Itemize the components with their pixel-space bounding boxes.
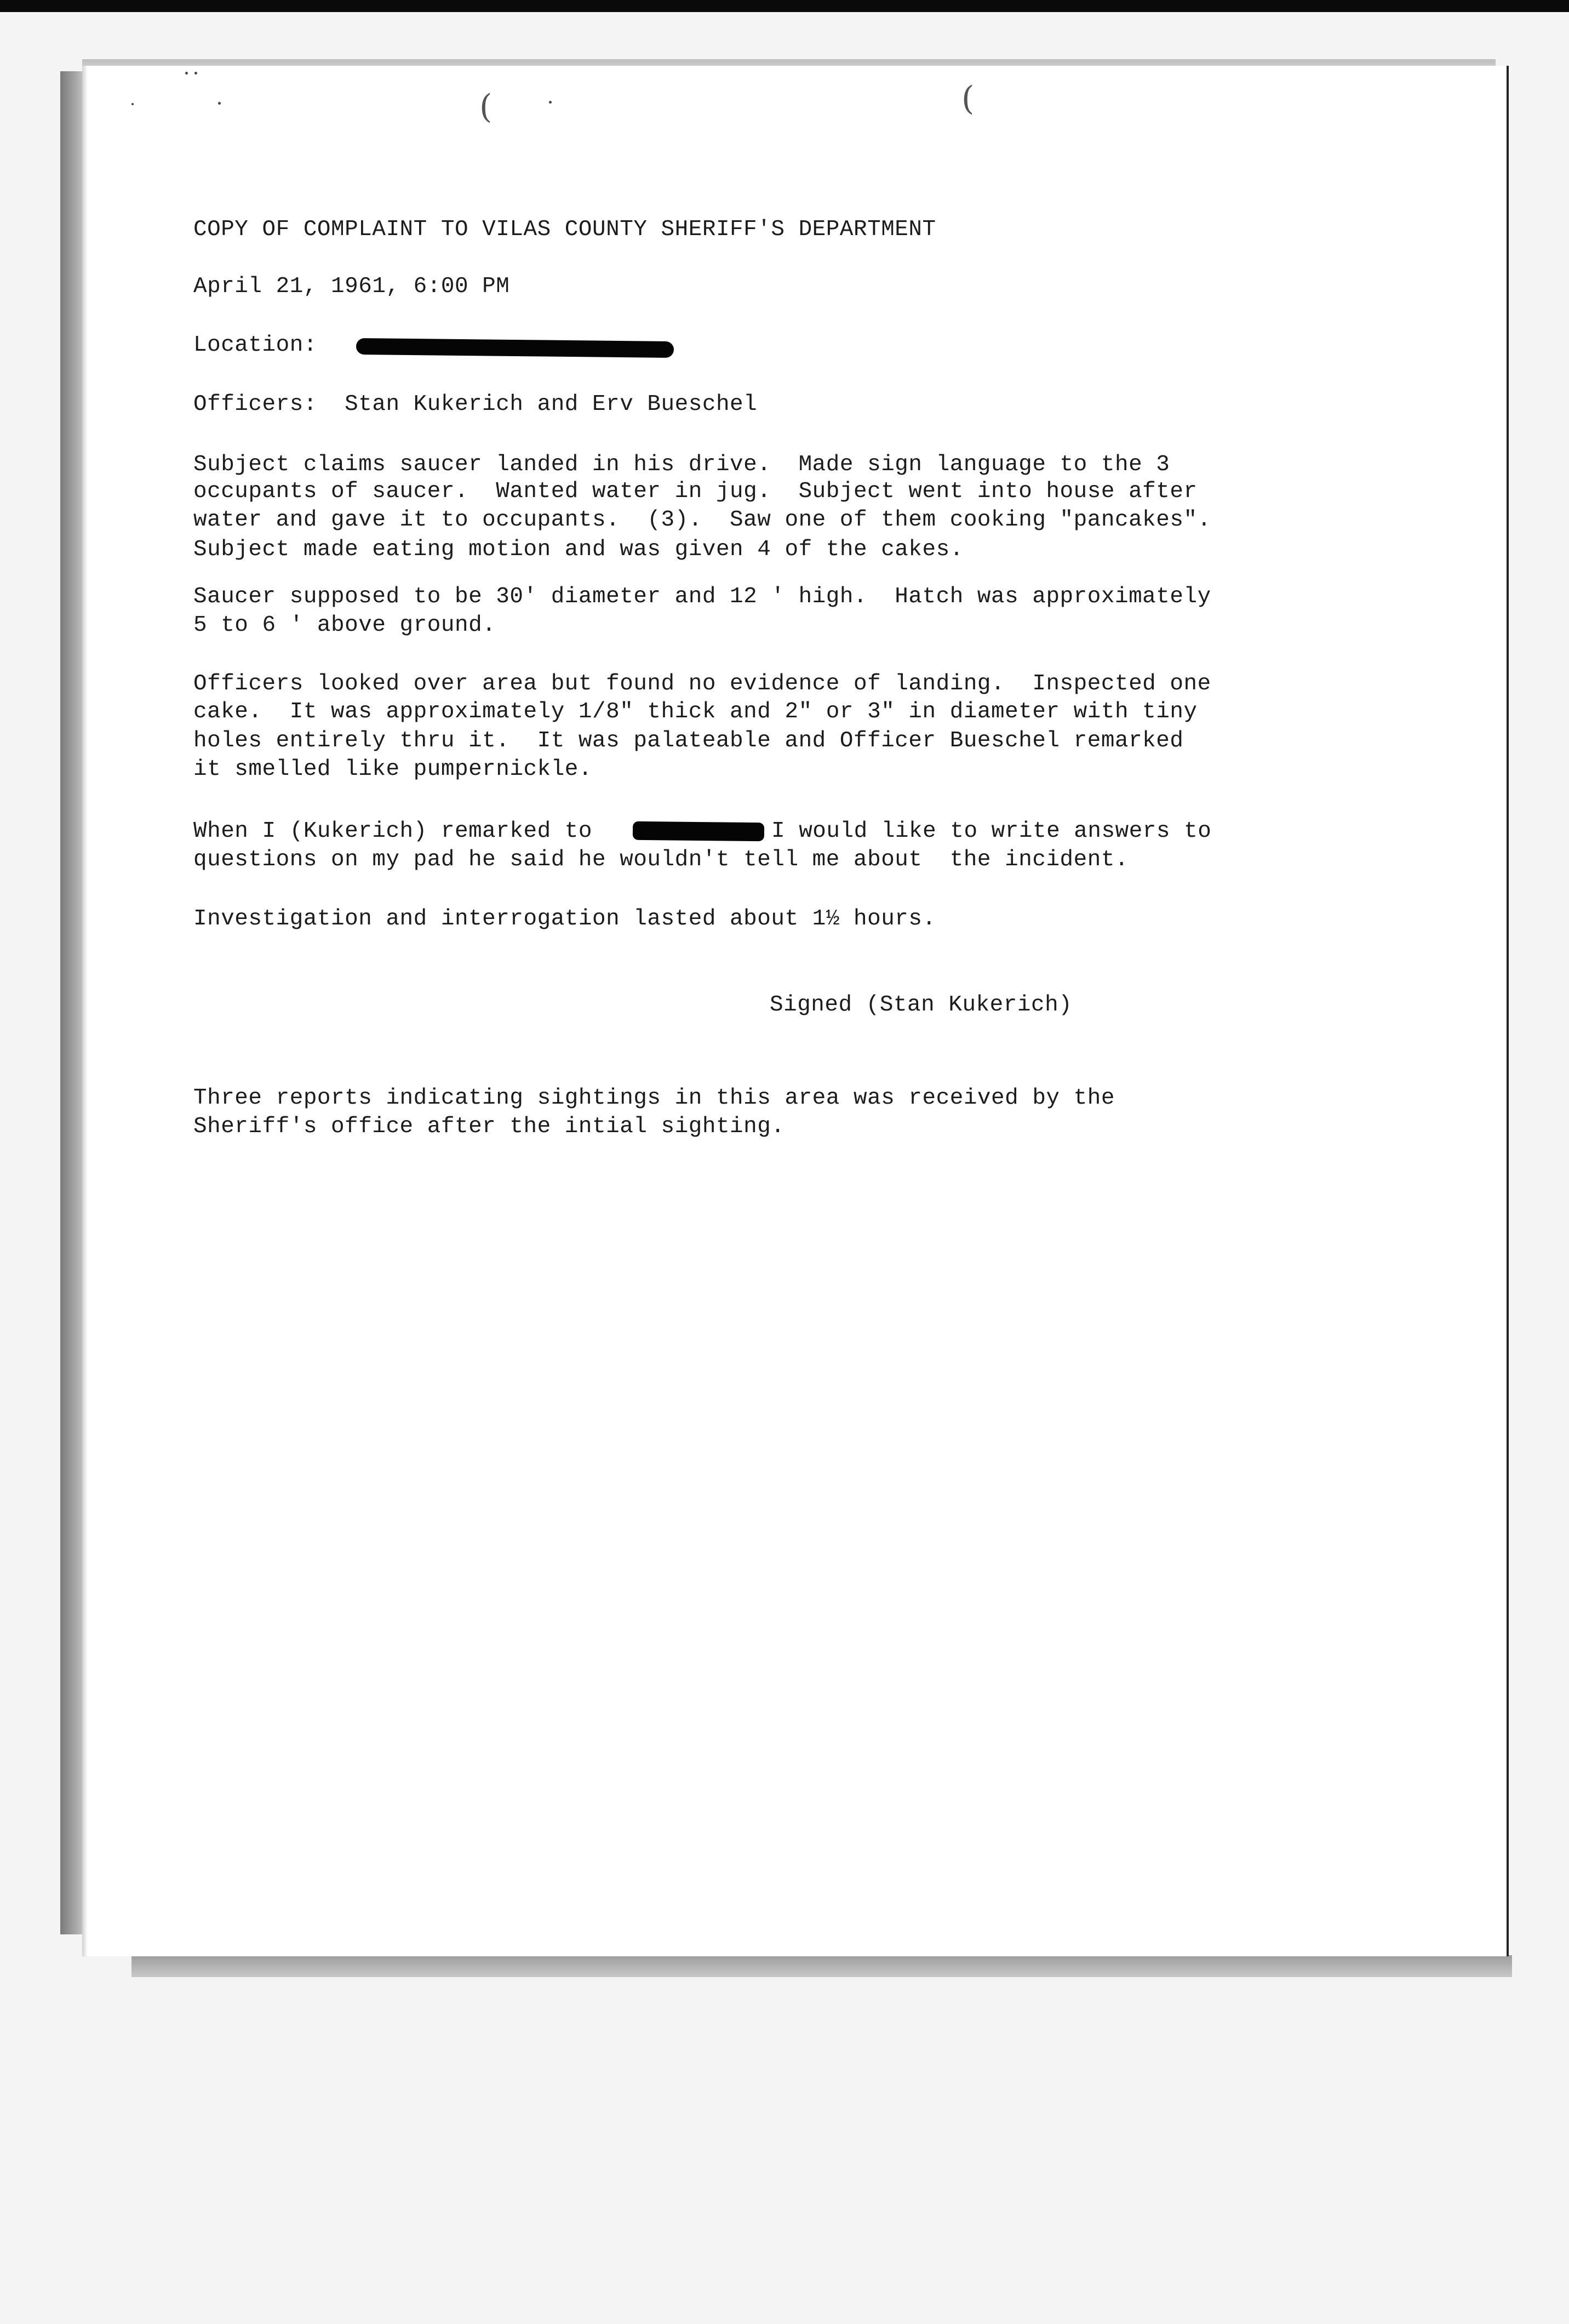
paragraph-line: questions on my pad he said he wouldn't tell me about the incident. — [193, 847, 1129, 872]
sheet-shadow-bottom — [131, 1955, 1512, 1977]
paragraph-line: it smelled like pumpernickle. — [193, 757, 593, 782]
scan-top-edge — [0, 0, 1569, 12]
paragraph-line: cake. It was approximately 1/8" thick and 2" or 3" in diameter with tiny — [193, 699, 1198, 724]
dust-speck — [218, 102, 221, 105]
document-title: COPY OF COMPLAINT TO VILAS COUNTY SHERIFF'S DEPARTMENT — [193, 217, 936, 242]
dust-speck — [131, 103, 134, 105]
paragraph-line: Officers looked over area but found no evidence of landing. Inspected one — [193, 671, 1211, 696]
signature-line: Signed (Stan Kukerich) — [770, 992, 1073, 1018]
officers-line: Officers: Stan Kukerich and Erv Bueschel — [193, 392, 758, 417]
paragraph-line: Three reports indicating sightings in this area was received by the — [193, 1086, 1115, 1111]
paragraph-line: When I (Kukerich) remarked to — [193, 819, 593, 844]
paragraph-line: I would like to write answers to — [771, 819, 1212, 844]
location-label: Location: — [193, 333, 317, 358]
paragraph-line: 5 to 6 ' above ground. — [193, 613, 496, 638]
scan-mark: ( — [961, 79, 975, 118]
dust-speck — [549, 101, 552, 104]
location-redaction — [356, 338, 674, 358]
dust-speck — [185, 72, 188, 75]
paragraph-line: Subject claims saucer landed in his drive. Made sign language to the 3 — [193, 452, 1170, 477]
paragraph-line: occupants of saucer. Wanted water in jug. Subject went into house after — [193, 479, 1198, 504]
sheet-edge — [82, 66, 88, 1956]
name-redaction — [633, 821, 764, 842]
date-line: April 21, 1961, 6:00 PM — [193, 274, 510, 299]
scan-mark: ( — [479, 88, 493, 126]
paragraph-line: Subject made eating motion and was given 4 of the cakes. — [193, 537, 964, 562]
paragraph-line: water and gave it to occupants. (3). Saw one of them cooking "pancakes". — [193, 507, 1211, 533]
paragraph-line: Sheriff's office after the intial sighting. — [193, 1114, 785, 1139]
dust-speck — [194, 72, 197, 75]
paragraph-line: Investigation and interrogation lasted about 1½ hours. — [193, 906, 936, 932]
paragraph-line: holes entirely thru it. It was palateable and Officer Bueschel remarked — [193, 728, 1184, 753]
paragraph-line: Saucer supposed to be 30' diameter and 12 ' high. Hatch was approximately — [193, 584, 1211, 609]
